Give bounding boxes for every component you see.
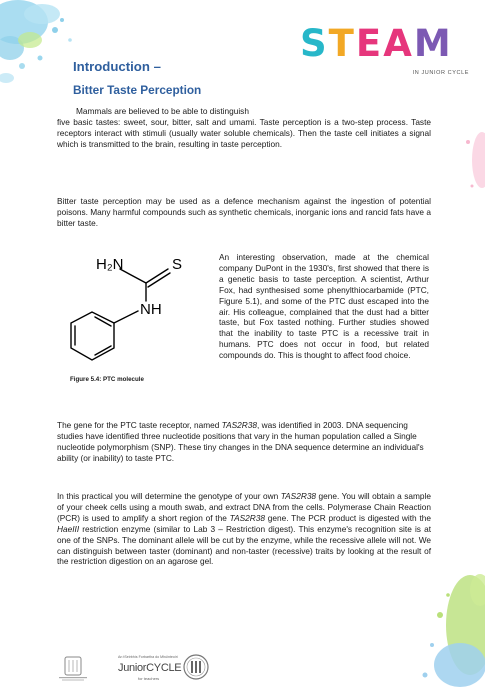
steam-logo-wordmark [300,22,453,65]
page-heading: Introduction – [73,59,161,74]
intro-paragraph-line1: Mammals are believed to be able to distinguish [76,106,249,116]
practical-text-a: In this practical you will determine the genotype of your own [57,491,281,501]
logo-letter-e: E [355,22,384,65]
paint-splash-right [458,130,485,200]
harp-crest-logo [56,654,90,682]
logo-letter-a: A [383,22,414,65]
figure-caption: Figure 5.4: PTC molecule [70,376,144,383]
gene-text-pre: The gene for the PTC taste receptor, named [57,420,222,430]
practical-enzyme-name: HaeIII [57,523,80,534]
logo-letter-s: S [300,22,329,65]
practical-text-b: gene. You will obtain a sample of your cheek cells using a mouth swab, and extract DNA from the cells. Polymerase Chain Reaction (PCR) is used to amplify a short region of the [57,491,431,523]
steam-logo-subtitle: IN JUNIOR CYCLE [412,70,469,76]
gene-text-post: , was identified in 2003. DNA sequencing studies have identified three nucleotide positions that vary in the human population called a Single nucleotide polymorphism (SNP). These tiny changes in the DNA sequence determine an individual's ability (or inability) to taste PTC. [57,420,424,463]
logo-letter-t: T [328,22,356,65]
ptc-molecule-figure [62,247,204,375]
gene-paragraph [57,420,431,464]
dcu-crest-logo [182,653,210,681]
steam-logo [300,22,475,82]
jc-logo-small-text: An tSeirbhís Forbartha do Mhúinteoirí [118,655,178,659]
practical-text-d: restriction enzyme (similar to Lab 3 – Restriction digest). This enzyme's recognition site is at one of the SNPs. The dominant allele will be cut by the enzyme, while the recessive allele will not. We can distinguish between taster (dominant) and non-taster (recessive) traits by looking at the result of the restriction digestion on an agarose gel. [57,523,431,567]
practical-gene-name-1: TAS2R38 [280,491,317,501]
jc-logo-subtitle: for teachers [138,676,160,681]
jc-logo-main-text: JuniorCYCLE [118,662,182,674]
defence-paragraph: Bitter taste perception may be used as a defence mechanism against the ingestion of potential poisons. Many harmful compounds such as synthetic chemicals, inorganic ions and rancid fats have a bitter taste. [57,196,431,228]
section-subheading: Bitter Taste Perception [73,83,202,97]
intro-paragraph: five basic tastes: sweet, sour, bitter, salt and umami. Taste perception is a two-step process. Taste receptors interact with stimuli (usually water soluble chemicals). Then the taste cell initiates a signal which is transmitted to the brain, resulting in taste perception. [57,117,431,149]
practical-gene-name-2: TAS2R38 [229,512,265,523]
dupont-paragraph: An interesting observation, made at the chemical company DuPont in the 1930's, first showed that there is a genetic basis to taste perception. A scientist, Arthur Fox, had synthesised some phenylthiocarbamide (PTC, Figure 5.1), and some of the PTC dust escaped into the air. His colleague, complained that the dust had a bitter taste, but Fox tasted nothing. Further studies showed that the inability to taste PTC is a recessive trait in humans. PTC does not occur in food, but related compounds do. This is thought to affect food choice. [219,252,429,361]
practical-text-c: gene. The PCR product is digested with the [264,512,431,523]
practical-paragraph [57,491,431,567]
paint-splash-bottom-right [410,555,485,689]
molecule-label-nh: NH [140,301,162,318]
molecule-label-s: S [172,256,183,273]
gene-name: TAS2R38 [221,420,258,430]
junior-cycle-logo [118,655,182,683]
paint-splash-top-left [0,0,110,95]
molecule-label-h2n: H₂N [96,256,124,273]
logo-letter-m: M [413,22,453,65]
